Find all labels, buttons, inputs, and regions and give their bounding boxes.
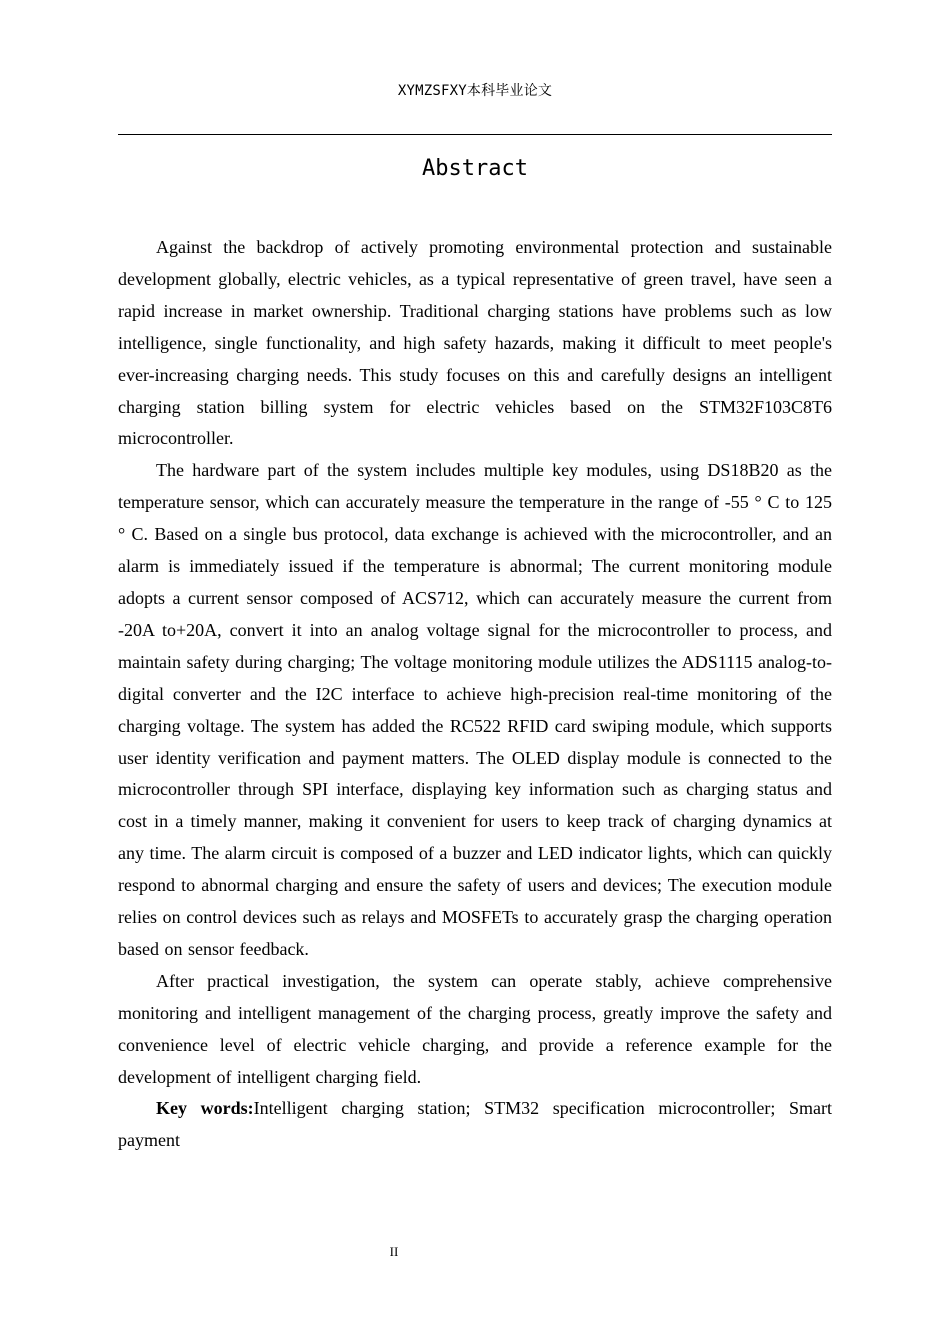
abstract-body — [118, 232, 832, 1157]
running-header: XYMZSFXY本科毕业论文 — [397, 83, 553, 99]
keywords-label: Key words: — [156, 1098, 254, 1119]
abstract-title: Abstract — [422, 156, 528, 181]
keywords-text: Intelligent charging station; STM32 specification microcontroller; Smart payment — [118, 1098, 832, 1151]
page-number: II — [389, 1244, 399, 1259]
header-rule — [118, 134, 832, 135]
abstract-paragraph-2: The hardware part of the system includes multiple key modules, using DS18B20 as the temperature sensor, which can accurately measure the temperature in the range of -55 ° C to 125 ° C. Based on a single bus protocol, data exchange is achieved with the microcontroller, and an alarm is immediately issued if the temperature is abnormal; The current monitoring module adopts a current sensor composed of ACS712, which can accurately measure the current from -20A to+20A, convert it into an analog voltage signal for the microcontroller to process, and maintain safety during charging; The voltage monitoring module utilizes the ADS1115 analog-to-digital converter and the I2C interface to achieve high-precision real-time monitoring of the charging voltage. The system has added the RC522 RFID card swiping module, which supports user identity verification and payment matters. The OLED display module is connected to the microcontroller through SPI interface, displaying key information such as charging status and cost in a timely manner, making it convenient for users to keep track of charging dynamics at any time. The alarm circuit is composed of a buzzer and LED indicator lights, which can quickly respond to abnormal charging and ensure the safety of users and devices; The execution module relies on control devices such as relays and MOSFETs to accurately grasp the charging operation based on sensor feedback. — [118, 460, 832, 959]
abstract-paragraph-1: Against the backdrop of actively promoting environmental protection and sustainable development globally, electric vehicles, as a typical representative of green travel, have seen a rapid increase in market ownership. Traditional charging stations have problems such as low intelligence, single functionality, and high safety hazards, making it difficult to meet people's ever-increasing charging needs. This study focuses on this and carefully designs an intelligent charging station billing system for electric vehicles based on the STM32F103C8T6 microcontroller. — [118, 237, 832, 449]
keywords-paragraph — [118, 1093, 832, 1157]
abstract-paragraph-3: After practical investigation, the system can operate stably, achieve comprehensive monitoring and intelligent management of the charging process, greatly improve the safety and convenience level of electric vehicle charging, and provide a reference example for the development of intelligent charging field. — [118, 970, 832, 1087]
